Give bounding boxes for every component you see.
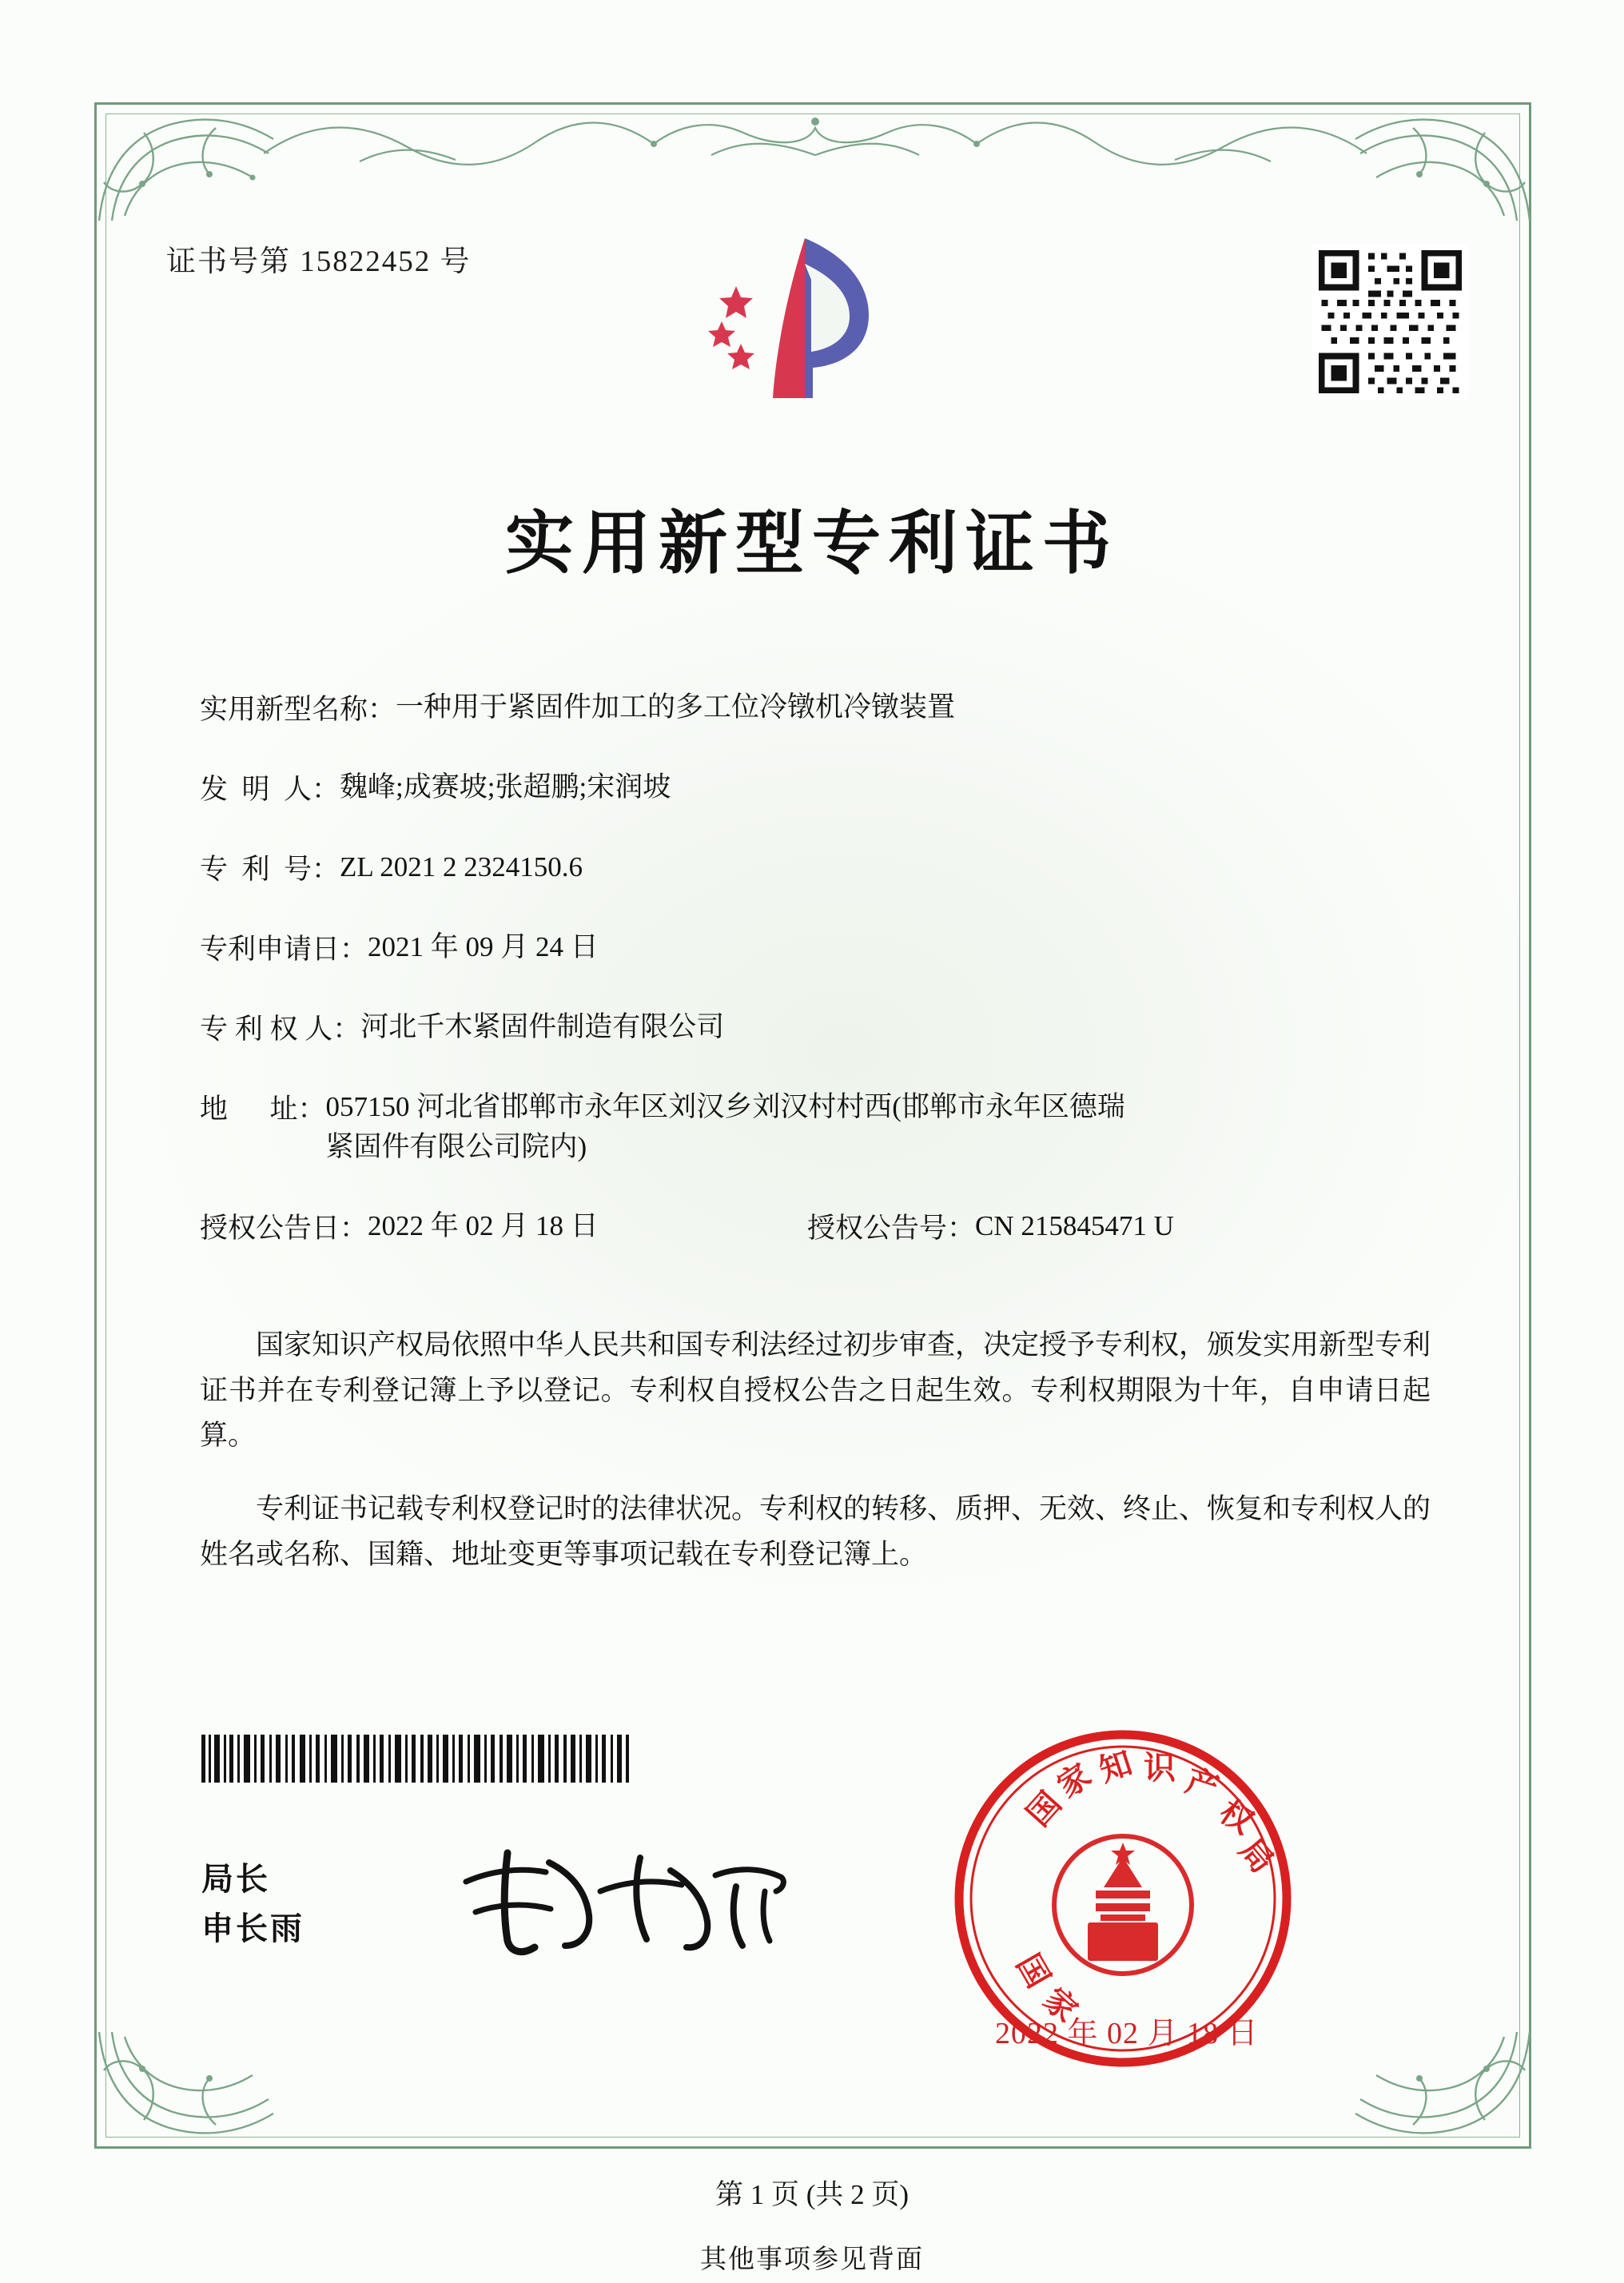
seal-date: 2022 年 02 月 18 日	[995, 2017, 1259, 2050]
field-value: 2021 年 09 月 24 日	[368, 931, 599, 962]
director-block	[201, 1855, 304, 1954]
field-patent-number	[200, 847, 1447, 887]
svg-text:识: 识	[1144, 1749, 1176, 1787]
svg-text:国: 国	[1019, 1784, 1069, 1834]
field-application-date	[200, 927, 1447, 967]
field-announcement-date	[200, 1206, 807, 1246]
barcode-icon	[201, 1735, 633, 1783]
director-name: 申长雨	[201, 1910, 304, 1946]
cnipa-logo-icon	[683, 232, 915, 424]
svg-text:产: 产	[1180, 1761, 1224, 1807]
qr-code-icon	[1312, 244, 1468, 400]
field-label: 发 明 人：	[200, 774, 340, 805]
svg-text:权: 权	[1212, 1792, 1260, 1842]
field-list	[200, 687, 1447, 1264]
svg-text:家: 家	[1036, 1980, 1085, 2030]
svg-text:国: 国	[1009, 1947, 1058, 1994]
grant-row	[200, 1206, 1447, 1246]
field-announcement-number	[807, 1206, 1447, 1246]
field-utility-model-name	[200, 687, 1447, 727]
handwritten-signature-icon	[452, 1839, 795, 1958]
field-label: 地 址：	[200, 1094, 326, 1125]
field-value: CN 215845471 U	[975, 1210, 1174, 1242]
page-title: 实用新型专利证书	[505, 503, 1119, 584]
paragraph-registry-statement: 专利证书记载专利权登记时的法律状况。专利权的转移、质押、无效、终止、恢复和专利权人的姓名或名称、国籍、地址变更等事项记载在专利登记簿上。	[200, 1493, 1431, 1570]
field-value: 河北千木紧固件制造有限公司	[360, 1011, 725, 1042]
svg-text:家: 家	[1050, 1755, 1098, 1806]
field-label: 专利申请日：	[200, 934, 368, 965]
field-label: 授权公告号：	[807, 1213, 976, 1245]
field-label: 授权公告日：	[200, 1213, 368, 1245]
field-patentee	[200, 1007, 1447, 1047]
paragraph-grant-statement: 国家知识产权局依照中华人民共和国专利法经过初步审查，决定授予专利权，颁发实用新型专利证书并在专利登记簿上予以登记。专利权自授权公告之日起生效。专利权期限为十年，自申请日起算。	[200, 1329, 1431, 1452]
certificate-number: 证书号第 15822452 号	[166, 245, 472, 278]
field-label: 专 利 权 人：	[200, 1014, 361, 1045]
svg-text:局: 局	[1232, 1831, 1282, 1881]
director-title: 局长	[201, 1861, 270, 1897]
field-value: 2022 年 02 月 18 日	[368, 1210, 599, 1242]
field-address	[200, 1087, 1447, 1166]
field-value: 一种用于紧固件加工的多工位冷镦机冷镦装置	[396, 691, 956, 723]
field-label: 专 利 号：	[200, 854, 340, 885]
field-value: 057150 河北省邯郸市永年区刘汉乡刘汉村村西(邯郸市永年区德瑞紧固件有限公司院内)	[325, 1091, 1125, 1162]
field-value: ZL 2021 2 2324150.6	[340, 851, 583, 883]
svg-text:知: 知	[1094, 1743, 1137, 1790]
legal-text	[200, 1295, 1431, 1587]
field-label: 实用新型名称：	[200, 694, 396, 725]
back-side-note: 其他事项参见背面	[700, 2245, 924, 2274]
field-inventors	[200, 767, 1447, 807]
field-value: 魏峰;成赛坡;张超鹏;宋润坡	[340, 771, 671, 803]
page-number: 第 1 页 (共 2 页)	[714, 2179, 910, 2210]
